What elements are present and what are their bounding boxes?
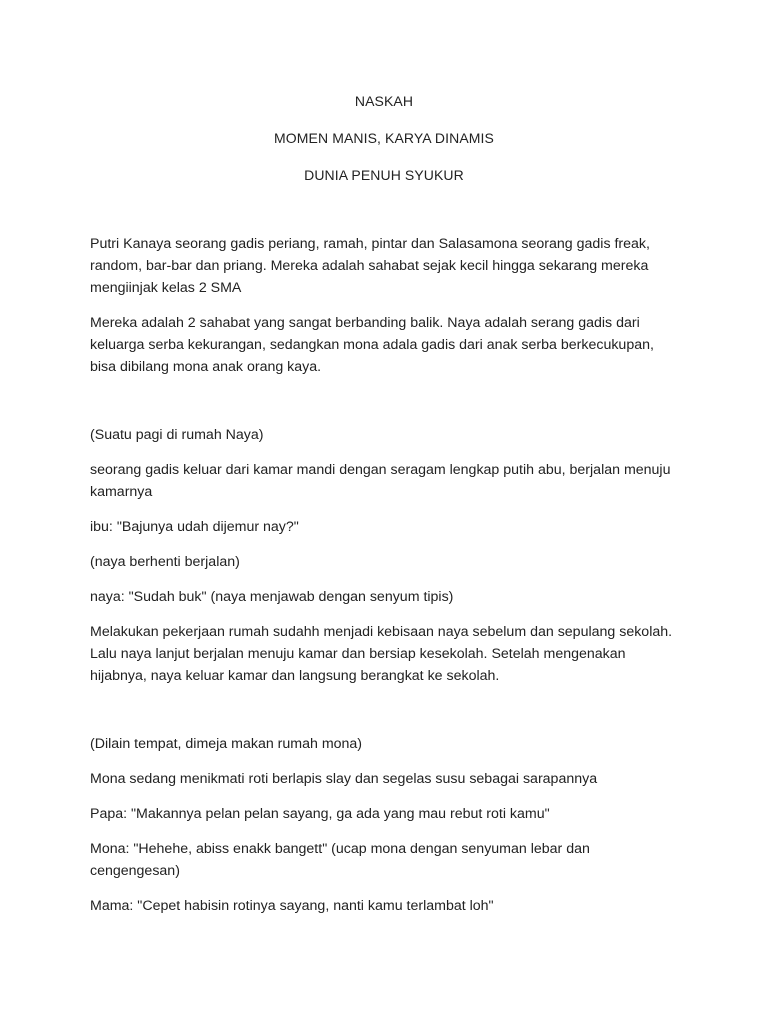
paragraph-intro: Putri Kanaya seorang gadis periang, ramah, pintar dan Salasamona seorang gadis freak, random, bar-bar dan priang. Mereka adalah sahabat sejak kecil hingga sekarang mereka mengiinjak kelas 2 SMA [90, 236, 650, 296]
dialogue-line: naya: "Sudah buk" (naya menjawab dengan senyum tipis) [90, 589, 454, 605]
dialogue-line: ibu: "Bajunya udah dijemur nay?" [90, 519, 299, 535]
stage-direction: (naya berhenti berjalan) [90, 554, 240, 570]
scene-heading-naya-home: (Suatu pagi di rumah Naya) [90, 427, 264, 443]
dialogue-line: Mama: "Cepet habisin rotinya sayang, nanti kamu terlambat loh" [90, 898, 494, 914]
doc-title-event: MOMEN MANIS, KARYA DINAMIS [274, 130, 494, 146]
paragraph-narration: seorang gadis keluar dari kamar mandi dengan seragam lengkap putih abu, berjalan menuju kamarnya [90, 462, 671, 500]
scene-heading-mona-home: (Dilain tempat, dimeja makan rumah mona) [90, 736, 363, 752]
paragraph-narration: Melakukan pekerjaan rumah sudahh menjadi kebisaan naya sebelum dan sepulang sekolah. Lalu naya lanjut berjalan menuju kamar dan bersiap kesekolah. Setelah mengenakan hijabnya, naya keluar kamar dan langsung berangkat ke sekolah. [90, 624, 673, 684]
paragraph-friends: Mereka adalah 2 sahabat yang sangat berbanding balik. Naya adalah serang gadis dari keluarga serba kekurangan, sedangkan mona adala gadis dari anak serba berkecukupan, bisa dibilang mona anak orang kaya. [90, 315, 654, 375]
doc-title-story: DUNIA PENUH SYUKUR [304, 167, 464, 183]
dialogue-line: Mona: "Hehehe, abiss enakk bangett" (ucap mona dengan senyuman lebar dan cengengesan) [90, 841, 590, 879]
doc-title-naskah: NASKAH [354, 93, 414, 109]
title-block [0, 92, 768, 203]
paragraph-narration: Mona sedang menikmati roti berlapis slay dan segelas susu sebagai sarapannya [90, 771, 598, 787]
document-body [90, 233, 680, 917]
dialogue-line: Papa: "Makannya pelan pelan sayang, ga ada yang mau rebut roti kamu" [90, 806, 550, 822]
